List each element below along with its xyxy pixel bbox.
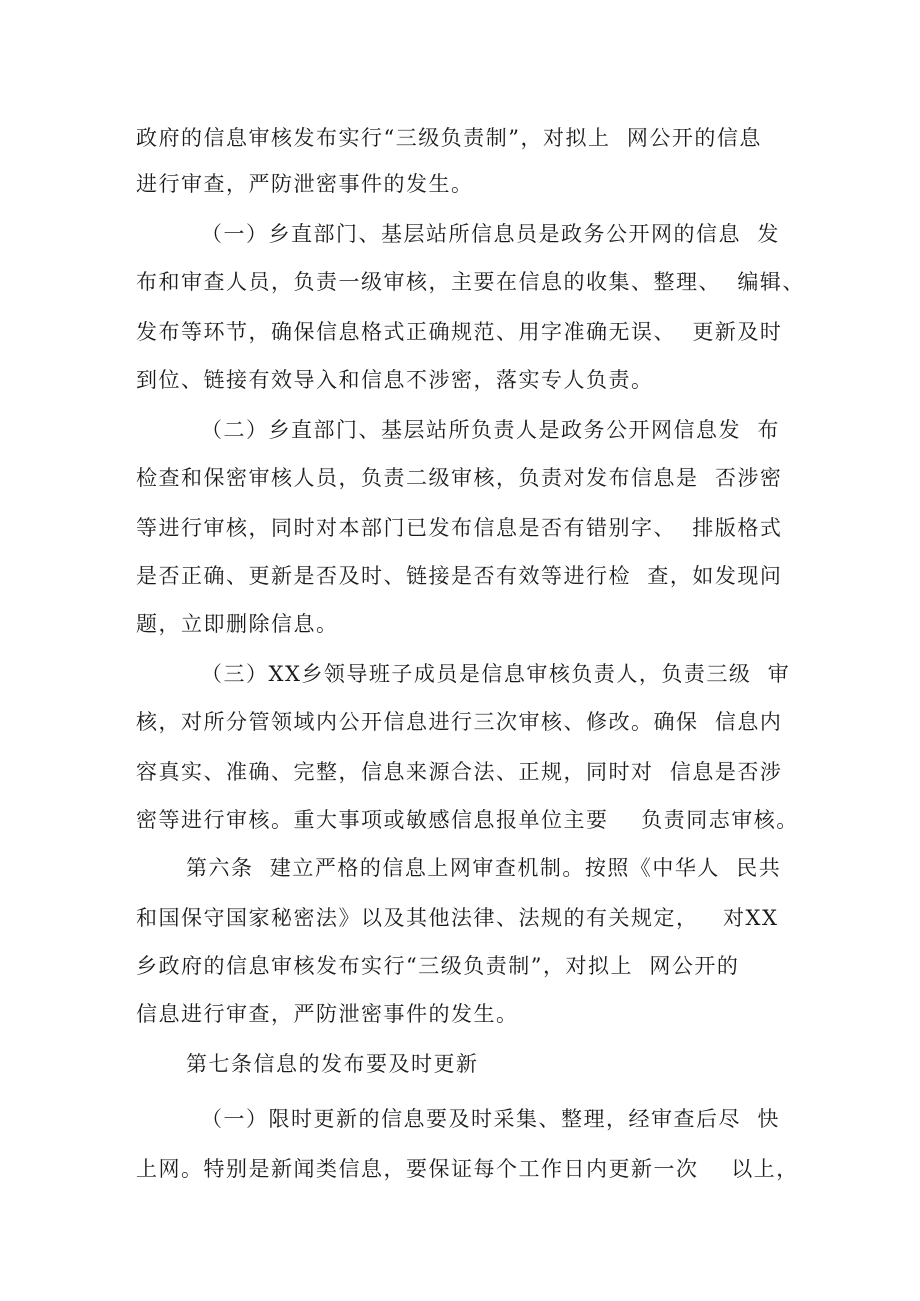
text-line: 上网。特别是新闻类信息，要保证每个工作日内更新一次 以上， bbox=[136, 1157, 799, 1181]
text-line: 等进行审核，同时对本部门已发布信息是否有错别字、 排版格式 bbox=[136, 516, 783, 540]
text-line: 第七条信息的发布要及时更新 bbox=[186, 1052, 479, 1076]
text-line: （二）乡直部门、基层站所负责人是政务公开网信息发 布 bbox=[201, 418, 780, 442]
text-line: 进行审查，严防泄密事件的发生。 bbox=[136, 172, 474, 196]
text-line: 密等进行审核。重大事项或敏感信息报单位主要 负责同志审核。 bbox=[136, 808, 799, 832]
text-line: （一）乡直部门、基层站所信息员是政务公开网的信息 发 bbox=[201, 222, 780, 246]
text-line: 发布等环节，确保信息格式正确规范、用字准确无误、 更新及时 bbox=[136, 320, 783, 344]
text-line: 容真实、准确、完整，信息来源合法、正规，同时对 信息是否涉 bbox=[136, 760, 783, 784]
text-line: 是否正确、更新是否及时、链接是否有效等进行检 查，如发现问 bbox=[136, 564, 783, 588]
text-line: 和国保守国家秘密法》以及其他法律、法规的有关规定， 对XX bbox=[136, 906, 779, 930]
text-line: 到位、链接有效导入和信息不涉密，落实专人负责。 bbox=[136, 368, 654, 392]
text-line: 检查和保密审核人员，负责二级审核，负责对发布信息是 否涉密 bbox=[136, 466, 783, 490]
text-line: 第六条 建立严格的信息上网审查机制。按照《中华人 民共 bbox=[186, 856, 782, 880]
text-line: （一）限时更新的信息要及时采集、整理，经审查后尽 快 bbox=[201, 1107, 780, 1131]
text-line: 信息进行审查，严防泄密事件的发生。 bbox=[136, 1002, 519, 1026]
text-line: 乡政府的信息审核发布实行“三级负责制”，对拟上 网公开的 bbox=[136, 954, 740, 978]
text-line: 布和审查人员，负责一级审核，主要在信息的收集、整理、 编辑、 bbox=[136, 270, 805, 294]
text-line: 政府的信息审核发布实行“三级负责制”，对拟上 网公开的信息 bbox=[136, 126, 762, 150]
text-line: （三）XX乡领导班子成员是信息审核负责人，负责三级 审 bbox=[201, 662, 791, 686]
text-line: 核，对所分管领域内公开信息进行三次审核、修改。确保 信息内 bbox=[136, 710, 783, 734]
text-line: 题，立即删除信息。 bbox=[136, 612, 339, 636]
